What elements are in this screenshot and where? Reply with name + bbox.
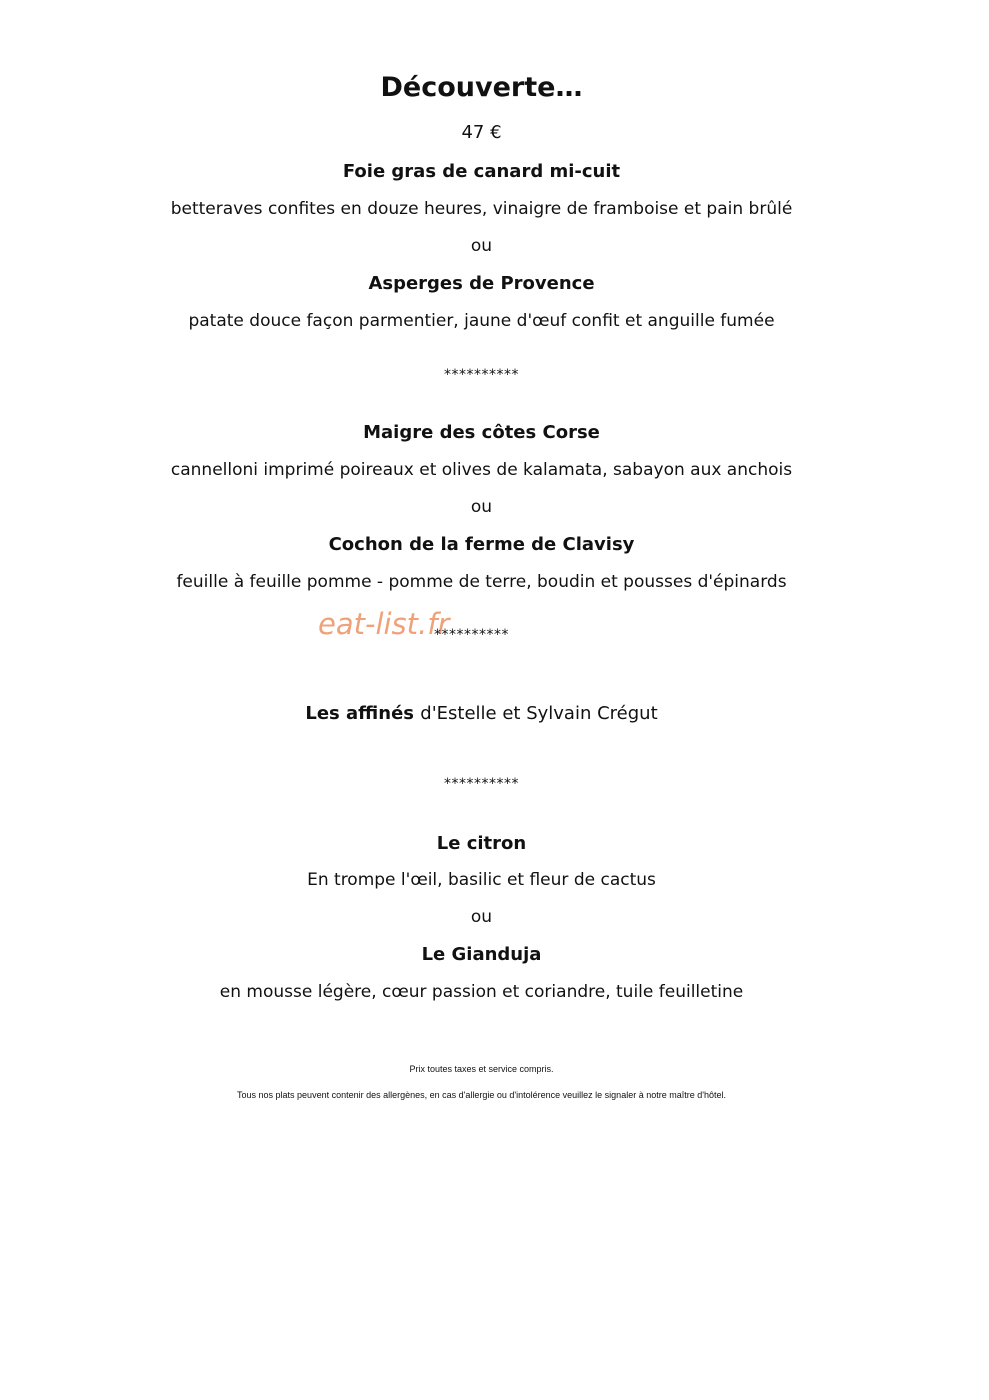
dish-name: Maigre des côtes Corse: [363, 422, 600, 443]
dish-name: Asperges de Provence: [368, 273, 595, 294]
watermark: eat-list.fr: [318, 607, 450, 641]
dish-name: Cochon de la ferme de Clavisy: [328, 534, 635, 555]
dish-description: d'Estelle et Sylvain Crégut: [420, 703, 658, 724]
price-note: Prix toutes taxes et service compris.: [409, 1064, 554, 1074]
dish-description: patate douce façon parmentier, jaune d'œuf confit et anguille fumée: [188, 311, 775, 331]
dish-description: en mousse légère, cœur passion et coriandre, tuile feuilletine: [219, 982, 744, 1002]
course-separator: **********: [444, 367, 519, 383]
allergen-note: Tous nos plats peuvent contenir des allergènes, en cas d'allergie ou d'intolérence veuillez le signaler à notre maître d'hôtel.: [237, 1090, 726, 1100]
course-separator: **********: [444, 776, 519, 792]
dish-description: betteraves confites en douze heures, vinaigre de framboise et pain brûlé: [170, 199, 793, 219]
course-separator: **********: [434, 627, 509, 643]
dish-description: feuille à feuille pomme - pomme de terre, boudin et pousses d'épinards: [176, 572, 787, 592]
dish-name: Les affinés: [305, 703, 414, 724]
dish-name: Le citron: [436, 833, 527, 854]
dish-name: Foie gras de canard mi-cuit: [342, 161, 621, 182]
dish-description: En trompe l'œil, basilic et fleur de cactus: [307, 870, 656, 890]
menu-price: 47 €: [461, 122, 502, 143]
menu-title: Découverte…: [380, 72, 583, 103]
dish-name: Le Gianduja: [421, 944, 542, 965]
dish-description: cannelloni imprimé poireaux et olives de kalamata, sabayon aux anchois: [170, 460, 793, 480]
cheese-course: [0, 705, 963, 723]
or-label: ou: [470, 907, 493, 927]
or-label: ou: [470, 497, 493, 517]
or-label: ou: [470, 236, 493, 256]
